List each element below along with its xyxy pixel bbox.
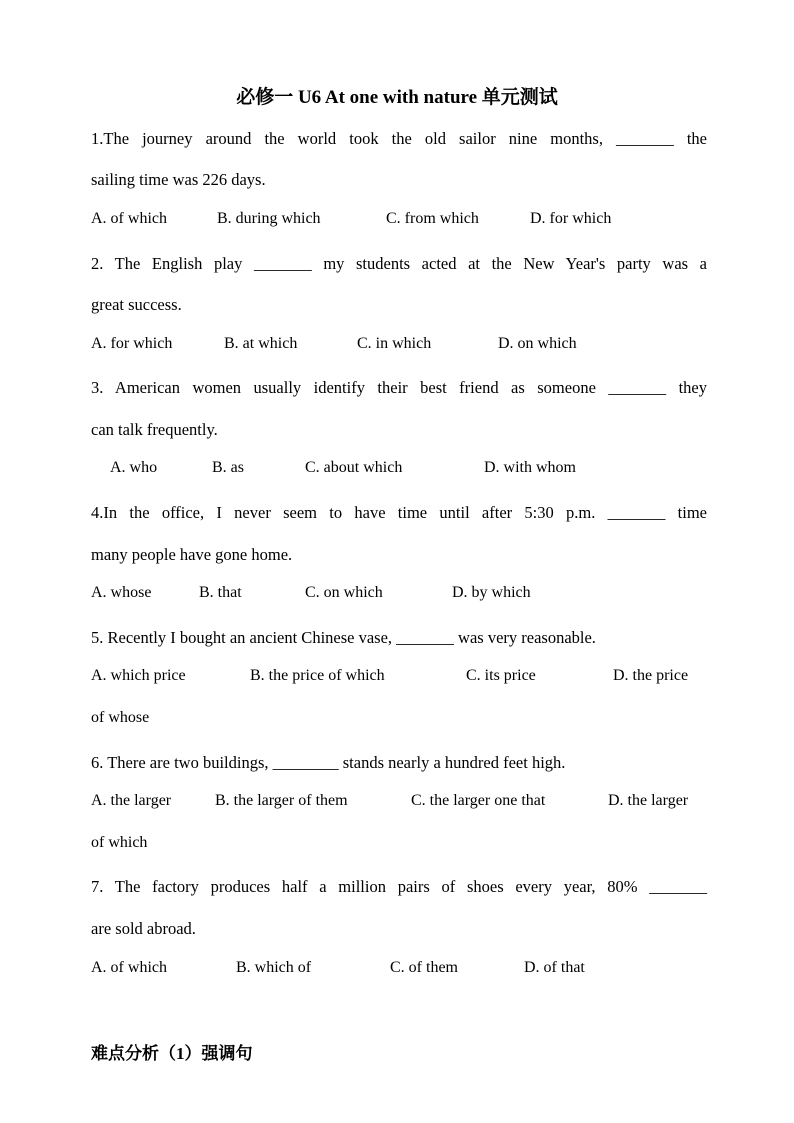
question-3-option-d: D. with whom (484, 459, 576, 476)
question-4-option-d: D. by which (452, 584, 531, 601)
question-7-stem-line-2: are sold abroad. (91, 919, 196, 938)
question-6-option-b: B. the larger of them (215, 792, 348, 809)
question-5-option-b: B. the price of which (250, 667, 385, 684)
question-1-stem-line-1: 1.The journey around the world took the old sailor nine months, _______ the (91, 129, 707, 148)
question-3-stem-line-1: 3. American women usually identify their best friend as someone _______ they (91, 378, 707, 397)
question-3-option-c: C. about which (305, 459, 403, 476)
question-2-option-b: B. at which (224, 335, 298, 352)
question-4-option-c: C. on which (305, 584, 383, 601)
question-6-stem-line-1: 6. There are two buildings, ________ stands nearly a hundred feet high. (91, 753, 566, 772)
question-2-option-d: D. on which (498, 335, 577, 352)
question-1-option-d: D. for which (530, 210, 612, 227)
question-5-option-a: A. which price (91, 667, 186, 684)
question-1-option-b: B. during which (217, 210, 321, 227)
question-1-stem-line-2: sailing time was 226 days. (91, 170, 266, 189)
question-1-option-a: A. of which (91, 210, 167, 227)
question-4-option-a: A. whose (91, 584, 152, 601)
question-4-option-b: B. that (199, 584, 242, 601)
question-5-option-d: D. the price (613, 667, 689, 684)
question-5-option-d-continued: of whose (91, 709, 150, 726)
question-3-option-a: A. who (110, 459, 158, 476)
question-7-option-a: A. of which (91, 959, 167, 976)
question-2-option-c: C. in which (357, 335, 432, 352)
question-5-option-c: C. its price (466, 667, 536, 684)
question-6-option-d: D. the larger (608, 792, 689, 809)
question-6-option-c: C. the larger one that (411, 792, 546, 809)
section-heading: 难点分析（1）强调句 (91, 1044, 253, 1063)
question-6-option-a: A. the larger (91, 792, 172, 809)
question-7-option-d: D. of that (524, 959, 585, 976)
question-7-option-c: C. of them (390, 959, 458, 976)
question-3-option-b: B. as (212, 459, 244, 476)
question-7-option-b: B. which of (236, 959, 312, 976)
question-4-stem-line-1: 4.In the office, I never seem to have time until after 5:30 p.m. _______ time (91, 503, 707, 522)
page-title: 必修一 U6 At one with nature 单元测试 (236, 87, 558, 108)
question-6-option-d-continued: of which (91, 834, 148, 851)
question-2-stem-line-2: great success. (91, 295, 182, 314)
question-1-option-c: C. from which (386, 210, 479, 227)
question-4-stem-line-2: many people have gone home. (91, 545, 293, 564)
question-7-stem-line-1: 7. The factory produces half a million pairs of shoes every year, 80% _______ (91, 877, 707, 896)
question-2-stem-line-1: 2. The English play _______ my students acted at the New Year's party was a (91, 254, 707, 273)
question-3-stem-line-2: can talk frequently. (91, 420, 218, 439)
question-5-stem-line-1: 5. Recently I bought an ancient Chinese vase, _______ was very reasonable. (91, 628, 596, 647)
question-2-option-a: A. for which (91, 335, 173, 352)
